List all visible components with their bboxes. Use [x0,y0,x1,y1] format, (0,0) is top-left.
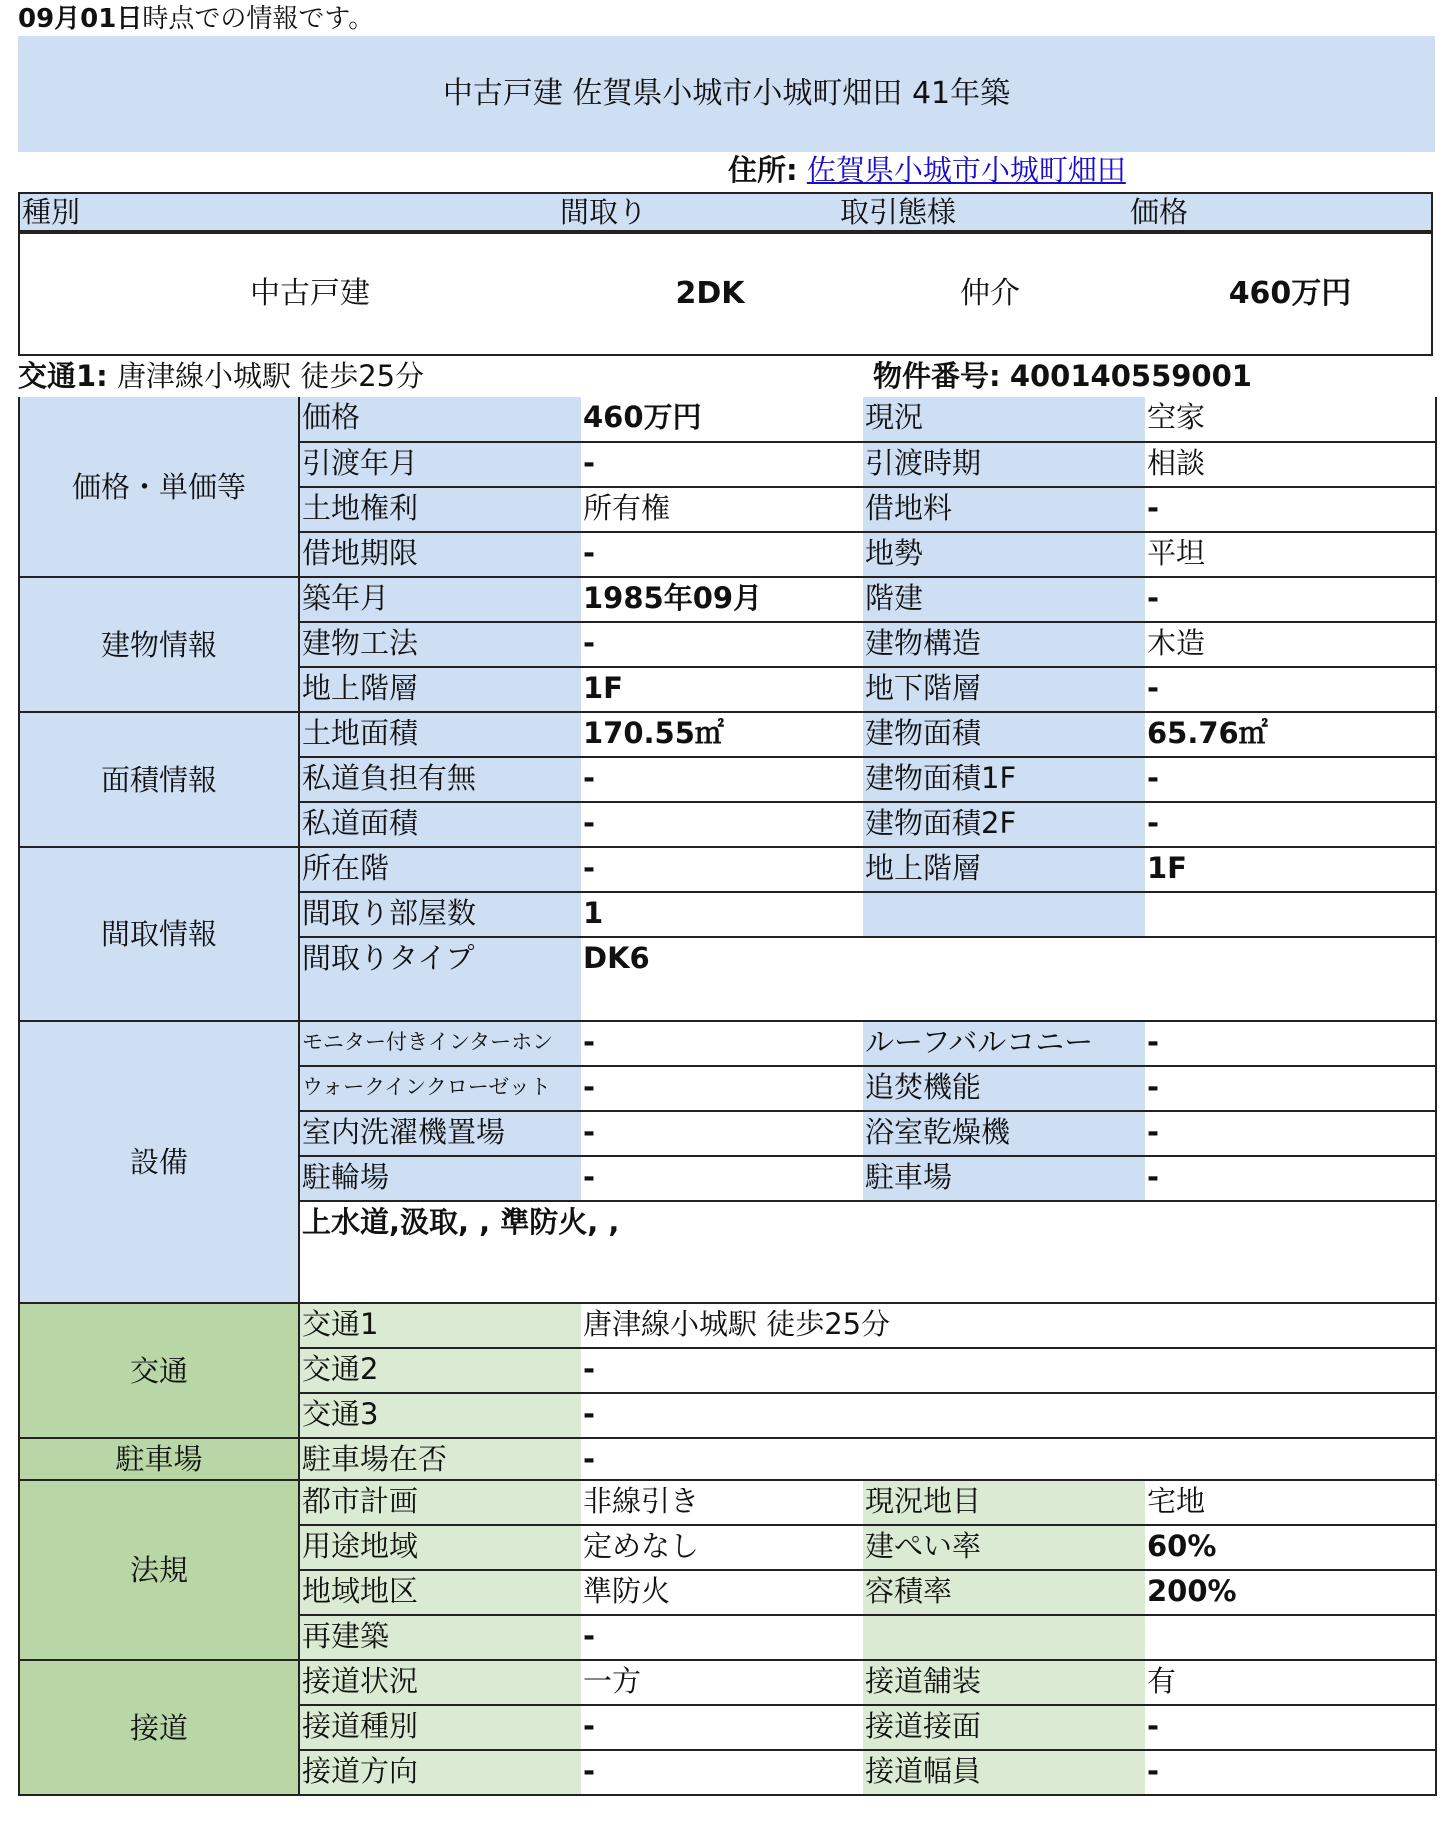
transport-label: 交通1: [18,359,108,393]
value-cell: DK6 [581,937,1436,1021]
value-cell: 準防火 [581,1570,863,1615]
label-cell: 建物工法 [299,622,581,667]
header-layout: 間取り [560,195,648,229]
value-cell: 200% [1145,1570,1436,1615]
label-cell [863,1615,1145,1660]
label-cell: 引渡時期 [863,442,1145,487]
value-cell: - [581,1393,1436,1438]
value-cell: 平坦 [1145,532,1436,577]
value-cell: - [581,802,863,847]
value-cell: 非線引き [581,1480,863,1525]
label-cell: 土地権利 [299,487,581,532]
label-cell: 都市計画 [299,1480,581,1525]
label-cell: 私道面積 [299,802,581,847]
label-cell: モニター付きインターホン [299,1021,581,1066]
category-area: 面積情報 [19,712,299,847]
summary-layout: 2DK [675,276,745,311]
value-cell: 60% [1145,1525,1436,1570]
label-cell: 地勢 [863,532,1145,577]
label-cell: 交通3 [299,1393,581,1438]
category-price: 価格・単価等 [19,397,299,577]
label-cell: 用途地域 [299,1525,581,1570]
value-cell: 65.76㎡ [1145,712,1436,757]
label-cell: 建物面積2F [863,802,1145,847]
label-cell: 借地料 [863,487,1145,532]
value-cell: - [581,757,863,802]
label-cell [863,892,1145,937]
category-law: 法規 [19,1480,299,1660]
value-cell: - [581,1438,1436,1480]
label-cell: 駐輪場 [299,1156,581,1201]
label-cell: 交通2 [299,1348,581,1393]
value-cell: 定めなし [581,1525,863,1570]
label-cell: 浴室乾燥機 [863,1111,1145,1156]
as-of-notice [18,2,374,36]
value-cell: 1985年09月 [581,577,863,622]
label-cell: 容積率 [863,1570,1145,1615]
header-transaction: 取引態様 [840,195,957,229]
label-cell: 引渡年月 [299,442,581,487]
value-cell: - [1145,1066,1436,1111]
label-cell: 建ぺい率 [863,1525,1145,1570]
label-cell: 駐車場在否 [299,1438,581,1480]
value-cell: - [1145,757,1436,802]
summary-transaction: 仲介 [960,276,1020,311]
address-link[interactable]: 佐賀県小城市小城町畑田 [806,153,1126,187]
category-parking: 駐車場 [19,1438,299,1480]
property-id-label: 物件番号: [873,359,1001,393]
label-cell: 地上階層 [299,667,581,712]
label-cell: 接道幅員 [863,1750,1145,1795]
value-cell: 宅地 [1145,1480,1436,1525]
label-cell: 地下階層 [863,667,1145,712]
value-cell: - [1145,1111,1436,1156]
value-cell: - [581,1066,863,1111]
header-type: 種別 [22,195,81,229]
label-cell: 再建築 [299,1615,581,1660]
value-cell: 有 [1145,1660,1436,1705]
value-cell [1145,1615,1436,1660]
category-road: 接道 [19,1660,299,1795]
value-cell [1145,892,1436,937]
label-cell: 交通1 [299,1303,581,1348]
label-cell: 建物構造 [863,622,1145,667]
label-cell: 土地面積 [299,712,581,757]
label-cell: 間取り部屋数 [299,892,581,937]
category-layout: 間取情報 [19,847,299,1021]
equipment-memo: 上水道,汲取, , 準防火, , [299,1201,1436,1303]
value-cell: - [581,1111,863,1156]
summary-header [18,192,1433,232]
header-price: 価格 [1130,195,1189,229]
value-cell: - [581,1021,863,1066]
value-cell: - [581,1156,863,1201]
category-traffic: 交通 [19,1303,299,1438]
label-cell: ルーフバルコニー [863,1021,1145,1066]
value-cell: 170.55㎡ [581,712,863,757]
label-cell: 階建 [863,577,1145,622]
value-cell: - [581,532,863,577]
label-cell: 現況 [863,397,1145,442]
value-cell: 460万円 [581,397,863,442]
page-title: 中古戸建 佐賀県小城市小城町畑田 41年築 [442,76,1011,111]
as-of-date: 09月01日 [18,4,143,34]
category-equipment: 設備 [19,1021,299,1303]
property-id-value: 400140559001 [1009,359,1252,393]
value-cell: 空家 [1145,397,1436,442]
label-cell: ウォークインクローゼット [299,1066,581,1111]
label-cell: 現況地目 [863,1480,1145,1525]
detail-table [18,397,1435,1796]
label-cell: 借地期限 [299,532,581,577]
label-cell: 接道接面 [863,1705,1145,1750]
value-cell: 木造 [1145,622,1436,667]
value-cell: - [581,1615,863,1660]
as-of-suffix: 時点での情報です。 [142,4,375,34]
label-cell: 間取りタイプ [299,937,581,1021]
value-cell: - [581,442,863,487]
value-cell: 1F [581,667,863,712]
value-cell: - [581,1348,1436,1393]
label-cell: 駐車場 [863,1156,1145,1201]
label-cell: 接道状況 [299,1660,581,1705]
title-bar [18,36,1435,152]
label-cell: 接道方向 [299,1750,581,1795]
label-cell: 室内洗濯機置場 [299,1111,581,1156]
label-cell: 建物面積 [863,712,1145,757]
value-cell: - [1145,667,1436,712]
label-cell: 価格 [299,397,581,442]
label-cell: 地上階層 [863,847,1145,892]
label-cell: 接道舗装 [863,1660,1145,1705]
value-cell: 1 [581,892,863,937]
value-cell: - [581,1705,863,1750]
summary-box [18,232,1433,356]
label-cell: 築年月 [299,577,581,622]
transport-summary [18,358,424,394]
label-cell: 地域地区 [299,1570,581,1615]
value-cell: 1F [1145,847,1436,892]
address-label: 住所: [728,153,798,187]
value-cell: - [1145,1750,1436,1795]
value-cell: 唐津線小城駅 徒歩25分 [581,1303,1436,1348]
value-cell: - [1145,1705,1436,1750]
value-cell: - [1145,1021,1436,1066]
property-id [873,358,1252,394]
transport-value: 唐津線小城駅 徒歩25分 [117,359,425,393]
address-line [728,152,1126,188]
summary-price: 460万円 [1228,276,1352,311]
label-cell: 私道負担有無 [299,757,581,802]
value-cell: - [581,847,863,892]
label-cell: 接道種別 [299,1705,581,1750]
category-building: 建物情報 [19,577,299,712]
label-cell: 所在階 [299,847,581,892]
value-cell: - [581,622,863,667]
value-cell: - [581,1750,863,1795]
value-cell: - [1145,1156,1436,1201]
value-cell: - [1145,487,1436,532]
label-cell: 建物面積1F [863,757,1145,802]
summary-type: 中古戸建 [250,276,370,311]
value-cell: 所有権 [581,487,863,532]
value-cell: 一方 [581,1660,863,1705]
value-cell: - [1145,577,1436,622]
value-cell: - [1145,802,1436,847]
label-cell: 追焚機能 [863,1066,1145,1111]
value-cell: 相談 [1145,442,1436,487]
